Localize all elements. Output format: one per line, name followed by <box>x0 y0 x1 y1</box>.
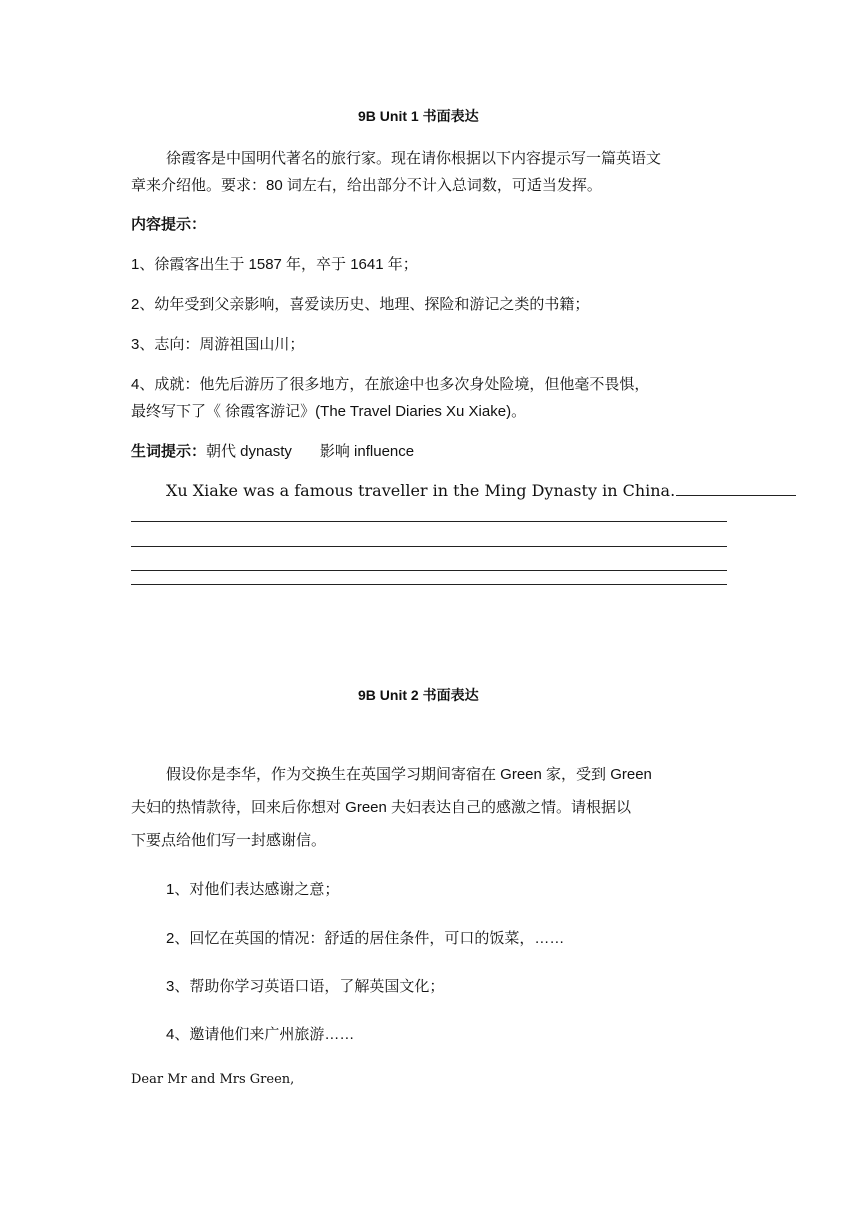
unit1-title: 9B Unit 1 书面表达 <box>358 108 479 124</box>
unit1-vocab-heading: 生词提示： <box>131 443 207 460</box>
answer-blank-inline[interactable] <box>676 481 796 496</box>
unit2-intro-line1: 假设你是李华，作为交换生在英国学习期间寄宿在 Green 家，受到 Green <box>166 766 652 783</box>
unit1-vocab-dynasty: 朝代 dynasty <box>206 443 292 460</box>
unit1-hint-1: 1、徐霞客出生于 1587 年，卒于 1641 年； <box>131 256 418 273</box>
unit1-hint-3: 3、志向：周游祖国山川； <box>131 336 305 353</box>
unit1-start-sentence-line <box>166 481 796 500</box>
unit1-intro-line1: 徐霞客是中国明代著名的旅行家。现在请你根据以下内容提示写一篇英语文 <box>166 150 662 167</box>
unit2-intro-line3: 下要点给他们写一封感谢信。 <box>131 832 327 849</box>
answer-line-2[interactable] <box>131 546 727 547</box>
unit1-start-sentence: Xu Xiake was a famous traveller in the Ming Dynasty in China. <box>166 481 676 500</box>
unit2-point-1: 1、对他们表达感谢之意； <box>166 881 340 898</box>
answer-line-3[interactable] <box>131 570 727 571</box>
unit1-hints-heading: 内容提示： <box>131 216 207 233</box>
unit2-title: 9B Unit 2 书面表达 <box>358 687 479 703</box>
answer-line-1[interactable] <box>131 521 727 522</box>
unit2-point-4: 4、邀请他们来广州旅游…… <box>166 1026 355 1043</box>
unit2-salutation: Dear Mr and Mrs Green, <box>131 1072 295 1087</box>
unit1-hint-2: 2、幼年受到父亲影响，喜爱读历史、地理、探险和游记之类的书籍； <box>131 296 590 313</box>
answer-line-4[interactable] <box>131 584 727 585</box>
unit2-intro-line2: 夫妇的热情款待，回来后你想对 Green 夫妇表达自己的感激之情。请根据以 <box>131 799 632 816</box>
unit1-hint-4-line1: 4、成就：他先后游历了很多地方，在旅途中也多次身处险境，但他毫不畏惧， <box>131 376 650 393</box>
unit1-vocab-line <box>131 440 414 461</box>
unit2-point-3: 3、帮助你学习英语口语，了解英国文化； <box>166 978 445 995</box>
unit1-vocab-influence: 影响 influence <box>319 443 415 460</box>
unit1-hint-4-line2: 最终写下了《 徐霞客游记》(The Travel Diaries Xu Xiake)。 <box>131 403 527 420</box>
unit1-intro-line2: 章来介绍他。要求：80 词左右，给出部分不计入总词数，可适当发挥。 <box>131 177 602 194</box>
unit2-point-2: 2、回忆在英国的情况：舒适的居住条件，可口的饭菜，…… <box>166 930 565 947</box>
